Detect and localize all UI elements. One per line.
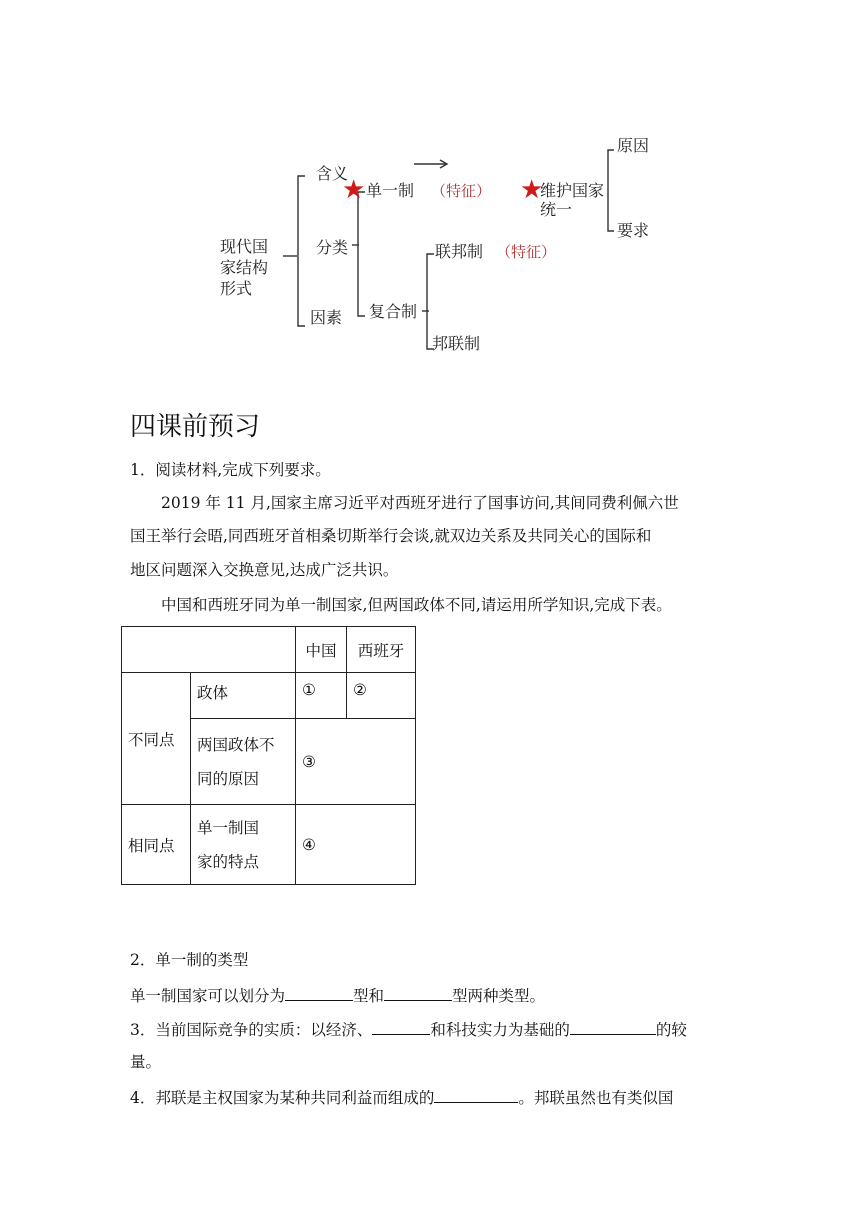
answer-slot-2[interactable]: ② bbox=[347, 673, 416, 719]
feature-label: 单一制国 家的特点 bbox=[191, 805, 296, 885]
q1-para-line: 2019 年 11 月,国家主席习近平对西班牙进行了国事访问,其间同费利佩六世 bbox=[161, 494, 679, 512]
compound-label: 复合制 bbox=[369, 302, 418, 321]
q1-para-line: 国王举行会晤,同西班牙首相桑切斯举行会谈,就双边关系及共同关心的国际和 bbox=[130, 527, 652, 545]
q3-line: 3．当前国际竞争的实质：以经济、 和科技实力为基础的 的较 bbox=[130, 1018, 687, 1040]
q1-title: 1．阅读材料,完成下列要求。 bbox=[130, 461, 331, 479]
branch-factors: 因素 bbox=[310, 308, 343, 327]
blank-field[interactable] bbox=[434, 1086, 518, 1103]
reasons-label: 原因 bbox=[617, 136, 650, 155]
q1-instruction: 中国和西班牙同为单一制国家,但两国政体不同,请运用所学知识,完成下表。 bbox=[161, 596, 672, 614]
branch-classification: 分类 bbox=[316, 238, 349, 257]
blank-field[interactable] bbox=[384, 984, 452, 1001]
diagram-root: 现代国 家结构 形式 bbox=[220, 237, 269, 298]
diff-label: 不同点 bbox=[122, 673, 191, 805]
q1-para-line: 地区问题深入交换意见,达成广泛共识。 bbox=[130, 561, 399, 579]
federal-label: 联邦制 bbox=[435, 242, 484, 261]
maintain-unity-label: 维护国家 统一 bbox=[540, 181, 605, 219]
gov-form-label: 政体 bbox=[191, 673, 296, 719]
q2-title: 2．单一制的类型 bbox=[130, 951, 249, 969]
col-header-china: 中国 bbox=[296, 627, 347, 673]
reason-label: 两国政体不 同的原因 bbox=[191, 719, 296, 805]
blank-field[interactable] bbox=[570, 1018, 656, 1035]
answer-slot-3[interactable]: ③ bbox=[296, 719, 416, 805]
star-icon: ★ bbox=[520, 175, 544, 205]
section-title: 四课前预习 bbox=[130, 412, 261, 442]
unitary-feature-note: （特征） bbox=[431, 182, 492, 200]
blank-field[interactable] bbox=[285, 984, 353, 1001]
q4-line: 4．邦联是主权国家为某种共同利益而组成的 。邦联虽然也有类似国 bbox=[130, 1086, 673, 1108]
requirements-label: 要求 bbox=[617, 221, 650, 240]
federal-feature-note: （特征） bbox=[496, 243, 557, 261]
branch-meaning: 含义 bbox=[316, 164, 349, 183]
structure-diagram bbox=[0, 0, 860, 380]
col-header-spain: 西班牙 bbox=[347, 627, 416, 673]
comparison-table bbox=[121, 626, 416, 885]
answer-slot-1[interactable]: ① bbox=[296, 673, 347, 719]
q3-line-2: 量。 bbox=[130, 1053, 162, 1071]
unitary-label: 单一制 bbox=[366, 181, 415, 200]
same-label: 相同点 bbox=[122, 805, 191, 885]
table-corner-cell bbox=[122, 627, 296, 673]
star-icon: ★ bbox=[342, 175, 366, 205]
confederation-label: 邦联制 bbox=[432, 334, 481, 353]
q2-line: 单一制国家可以划分为 型和 型两种类型。 bbox=[130, 984, 545, 1006]
answer-slot-4[interactable]: ④ bbox=[296, 805, 416, 885]
blank-field[interactable] bbox=[372, 1018, 430, 1035]
diagram-lines bbox=[0, 0, 860, 380]
